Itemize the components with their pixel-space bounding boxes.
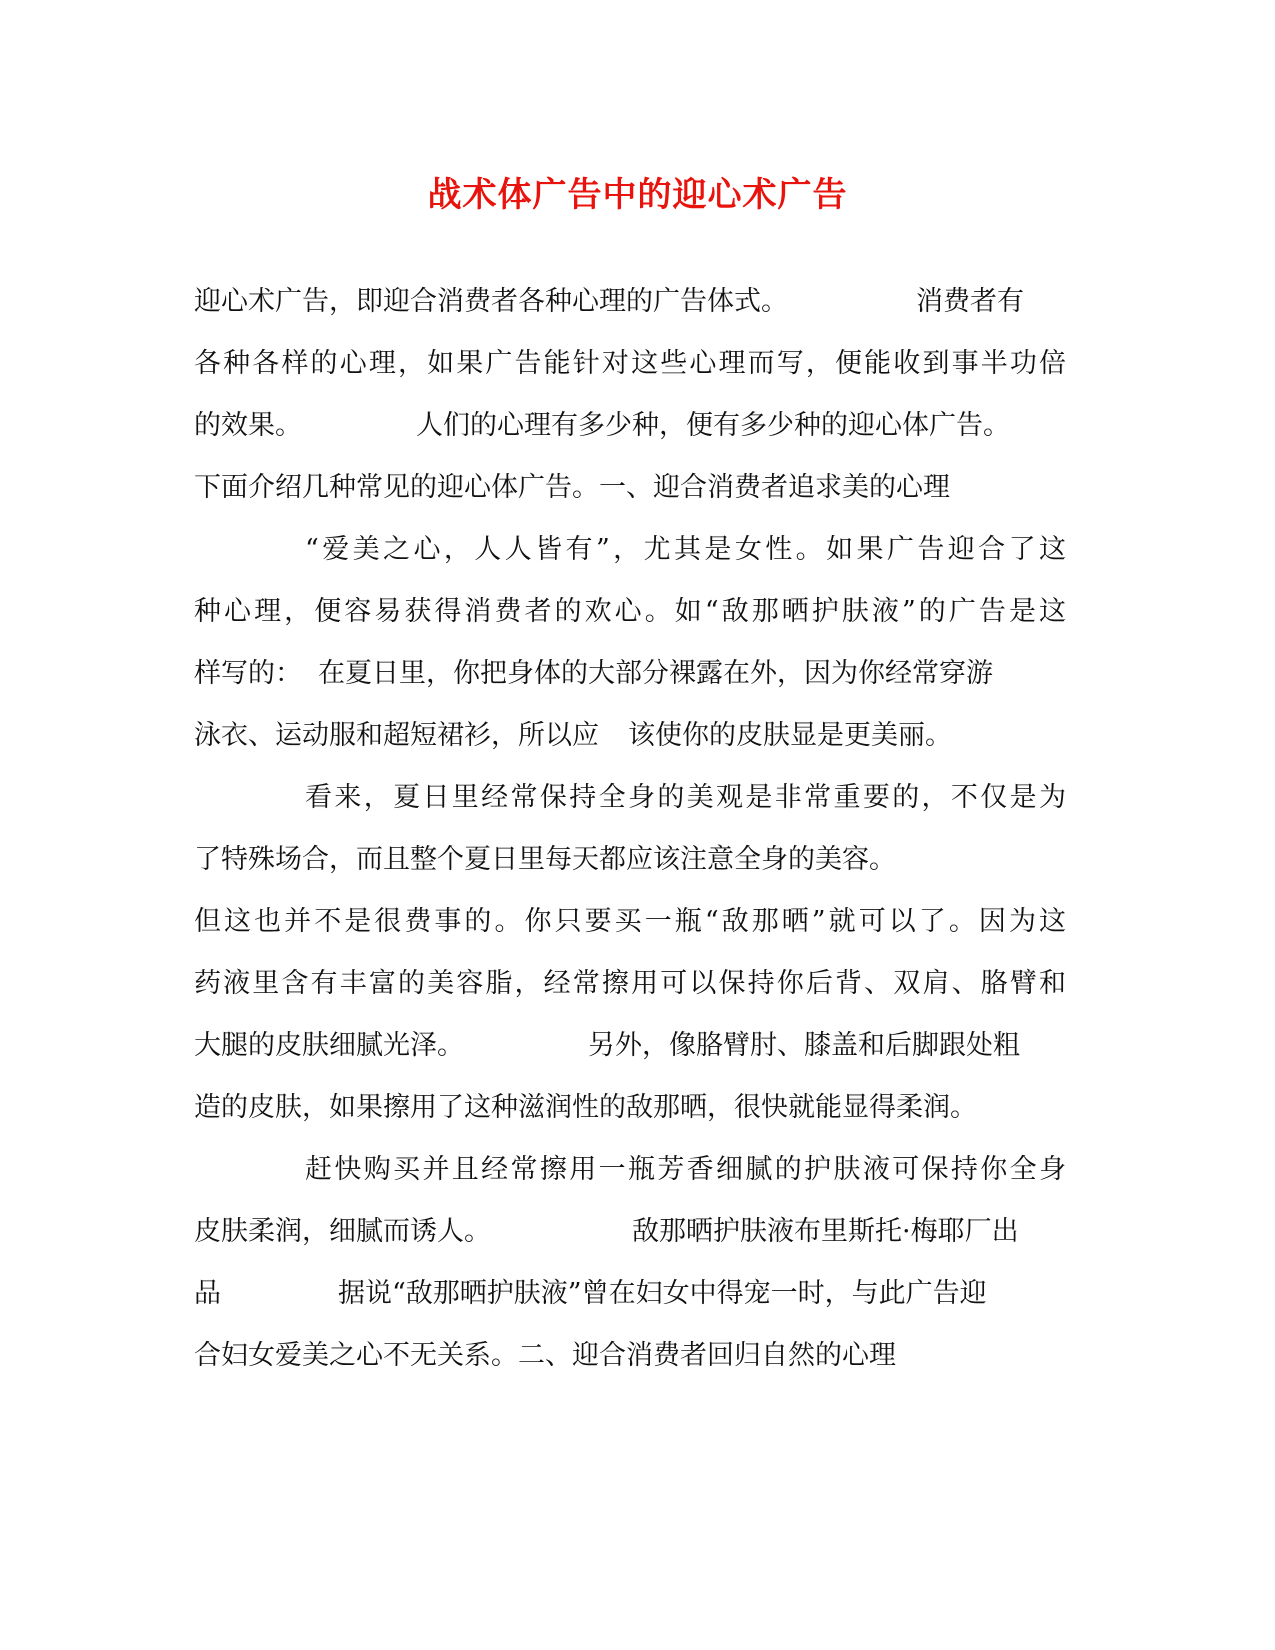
text-segment: 品 (194, 1278, 221, 1309)
text-line: 合妇女爱美之心不无关系。二、迎合消费者回归自然的心理 (194, 1340, 896, 1371)
text-segment: 另外，像胳臂肘、膝盖和后脚跟处粗 (588, 1030, 1020, 1061)
text-segment: 人们的心理有多少种，便有多少种的迎心体广告。 (416, 410, 1010, 441)
text-line: 了特殊场合，而且整个夏日里每天都应该注意全身的美容。 (194, 844, 896, 875)
text-line: 赶快购买并且经常擦用一瓶芳香细腻的护肤液可保持你全身 (305, 1154, 1066, 1185)
text-line: 看来，夏日里经常保持全身的美观是非常重要的，不仅是为 (305, 782, 1066, 813)
text-line (194, 1026, 1066, 1066)
text-segment: 敌那晒护肤液布里斯托·梅耶厂出 (632, 1216, 1019, 1247)
text-line: 下面介绍几种常见的迎心体广告。一、迎合消费者追求美的心理 (194, 472, 950, 503)
text-segment: 皮肤柔润，细腻而诱人。 (194, 1216, 491, 1247)
text-segment: 大腿的皮肤细腻光泽。 (194, 1030, 464, 1061)
text-line (194, 282, 1066, 322)
text-line (194, 1212, 1066, 1252)
text-line (194, 716, 1066, 756)
text-line (194, 654, 1066, 694)
text-segment: 的效果。 (194, 410, 302, 441)
text-line: 药液里含有丰富的美容脂，经常擦用可以保持你后背、双肩、胳臂和 (194, 968, 1066, 999)
text-line (194, 1274, 1066, 1314)
text-line (194, 406, 1066, 446)
text-line: 但这也并不是很费事的。你只要买一瓶“敌那晒”就可以了。因为这 (194, 906, 1066, 937)
text-segment: 样写的： (194, 658, 302, 689)
text-segment: 据说“敌那晒护肤液”曾在妇女中得宠一时，与此广告迎 (338, 1278, 987, 1309)
text-segment: 在夏日里，你把身体的大部分裸露在外，因为你经常穿游 (318, 658, 993, 689)
text-segment: 泳衣、运动服和超短裙衫，所以应 (194, 720, 599, 751)
text-line: 种心理，便容易获得消费者的欢心。如“敌那晒护肤液”的广告是这 (194, 596, 1066, 627)
text-segment: 迎心术广告，即迎合消费者各种心理的广告体式。 (194, 286, 788, 317)
text-line: 造的皮肤，如果擦用了这种滋润性的敌那晒，很快就能显得柔润。 (194, 1092, 977, 1123)
document-title: 战术体广告中的迎心术广告 (427, 175, 848, 215)
text-line: 各种各样的心理，如果广告能针对这些心理而写，便能收到事半功倍 (194, 348, 1066, 379)
text-segment: 该使你的皮肤显是更美丽。 (628, 720, 952, 751)
text-segment: 消费者有 (916, 286, 1024, 317)
text-line: “爱美之心，人人皆有”，尤其是女性。如果广告迎合了这 (305, 534, 1066, 565)
